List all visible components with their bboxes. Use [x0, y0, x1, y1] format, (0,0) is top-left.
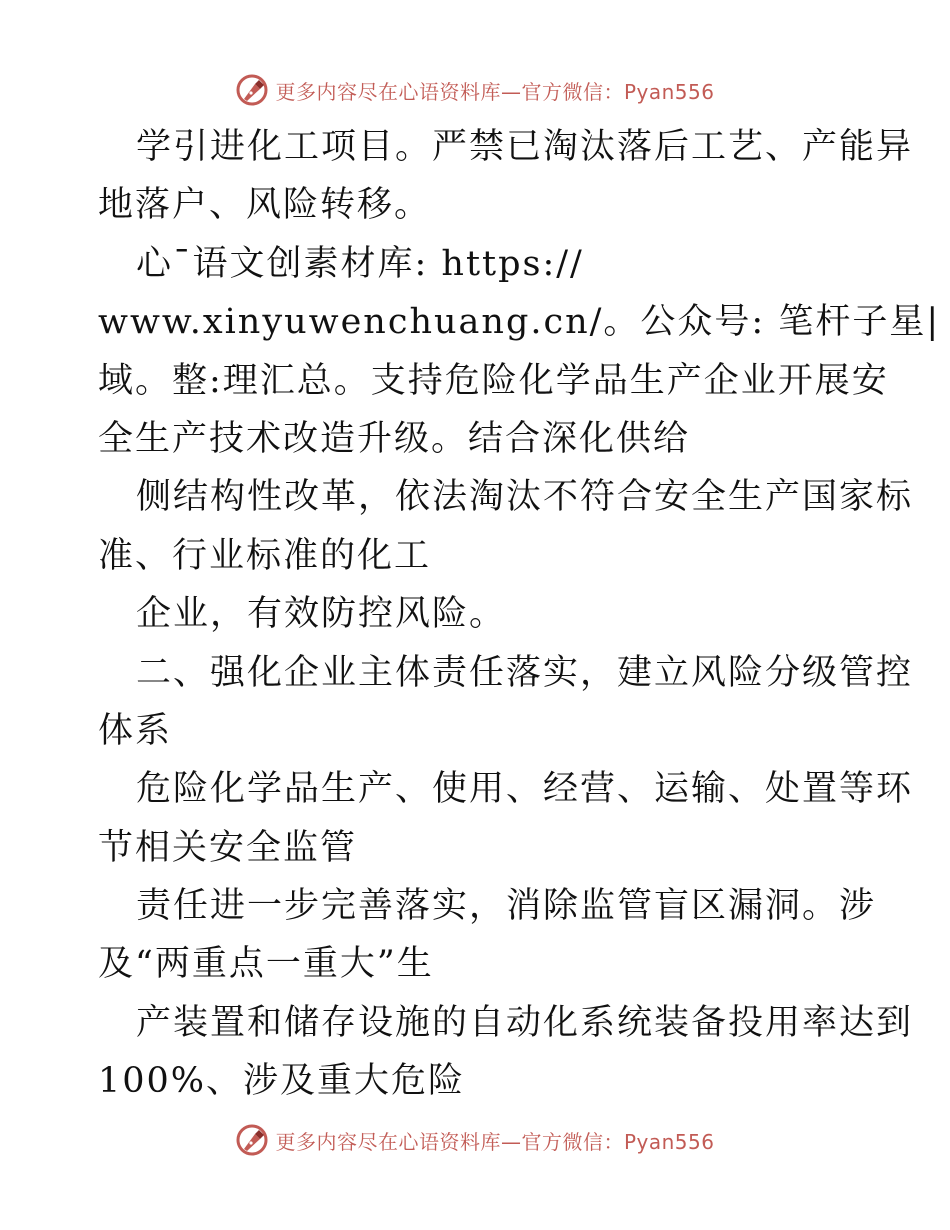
text-line: 地落户、风险转移。 — [98, 185, 432, 226]
document-body — [98, 118, 941, 1111]
text-line: 企业，有效防控风险。 — [136, 594, 507, 635]
pen-nib-logo-icon — [235, 73, 269, 107]
footer-banner — [0, 1120, 950, 1160]
text-line: 节相关安全监管 — [98, 827, 358, 868]
banner-text: 更多内容尽在心语资料库—官方微信：Pyan556 — [275, 79, 715, 104]
text-line: 体系 — [98, 710, 173, 751]
text-line: 学引进化工项目。严禁已淘汰落后工艺、产能异 — [136, 127, 914, 167]
header-banner — [0, 70, 950, 110]
text-line: 危险化学品生产、使用、经营、运输、处置等环 — [136, 769, 914, 810]
text-line: www.xinyuwenchuang.cn/。公众号: 笔杆子星| — [98, 302, 941, 343]
pen-nib-logo-icon — [235, 1123, 269, 1157]
text-line: 准、行业标准的化工 — [98, 535, 432, 576]
text-line: 心¯语文创素材库: https:// — [136, 243, 584, 284]
banner-text: 更多内容尽在心语资料库—官方微信：Pyan556 — [275, 1129, 715, 1154]
text-line: 全生产技术改造升级。结合深化供给 — [98, 418, 691, 459]
text-line: 100%、涉及重大危险 — [98, 1061, 466, 1102]
text-line: 侧结构性改革，依法淘汰不符合安全生产国家标 — [136, 477, 914, 518]
text-line: 二、强化企业主体责任落实，建立风险分级管控 — [136, 652, 914, 693]
text-line: 产装置和储存设施的自动化系统装备投用率达到 — [136, 1002, 914, 1043]
text-line: 责任进一步完善落实，消除监管盲区漏洞。涉 — [136, 886, 877, 927]
text-line: 及“两重点一重大”生 — [98, 944, 434, 985]
text-line: 域。整:理汇总。支持危险化学品生产企业开展安 — [98, 360, 889, 401]
